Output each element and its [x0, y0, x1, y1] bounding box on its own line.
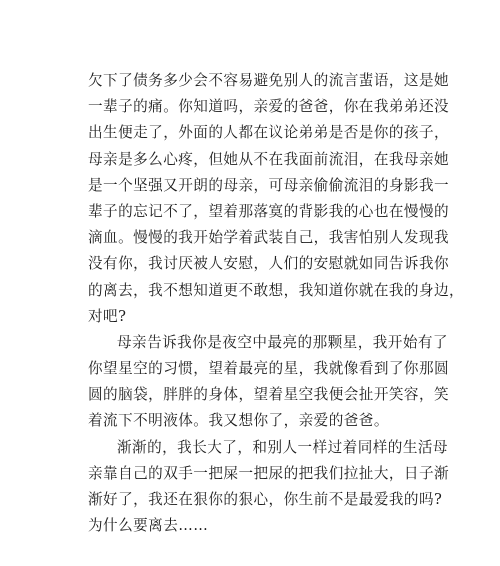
text-line: 一辈子的痛。你知道吗，亲爱的爸爸，你在我弟弟还没: [88, 98, 450, 116]
paragraph-first-line: 渐渐的，我长大了，和别人一样过着同样的生活母: [117, 438, 448, 456]
text-line: 渐好了，我还在狠你的狠心，你生前不是最爱我的吗?: [88, 491, 443, 508]
text-line: 亲靠自己的双手一把屎一把尿的把我们拉扯大，日子渐: [88, 464, 450, 482]
text-line: 着流下不明液体。我又想你了，亲爱的爸爸。: [88, 412, 389, 430]
text-line: 辈子的忘记不了，望着那落寞的背影我的心也在慢慢的: [88, 202, 450, 220]
essay-text: [88, 68, 465, 539]
text-line: 滴血。慢慢的我开始学着武装自己，我害怕别人发现我: [88, 229, 450, 247]
text-line: 母亲是多么心疼，但她从不在我面前流泪，在我母亲她: [88, 150, 450, 168]
text-line: 你望星空的习惯，望着最亮的星，我就像看到了你那圆: [88, 360, 450, 378]
text-line: 的离去，我不想知道更不敢想，我知道你就在我的身边，: [88, 281, 465, 299]
text-line: 是一个坚强又开朗的母亲，可母亲偷偷流泪的身影我一: [88, 176, 450, 194]
text-line: 对吧?: [88, 307, 127, 325]
text-line: 欠下了债务多少会不容易避免别人的流言蜚语，这是她: [88, 72, 450, 89]
text-line: 圆的脑袋，胖胖的身体，望着星空我便会扯开笑容，笑: [88, 386, 450, 404]
text-line: 出生便走了，外面的人都在议论弟弟是否是你的孩子，: [88, 124, 450, 142]
text-line: 没有你，我讨厌被人安慰，人们的安慰就如同告诉我你: [88, 255, 450, 273]
text-line: 为什么要离去……: [88, 517, 209, 535]
paragraph-first-line: 母亲告诉我你是夜空中最亮的那颗星，我开始有了: [117, 333, 448, 351]
